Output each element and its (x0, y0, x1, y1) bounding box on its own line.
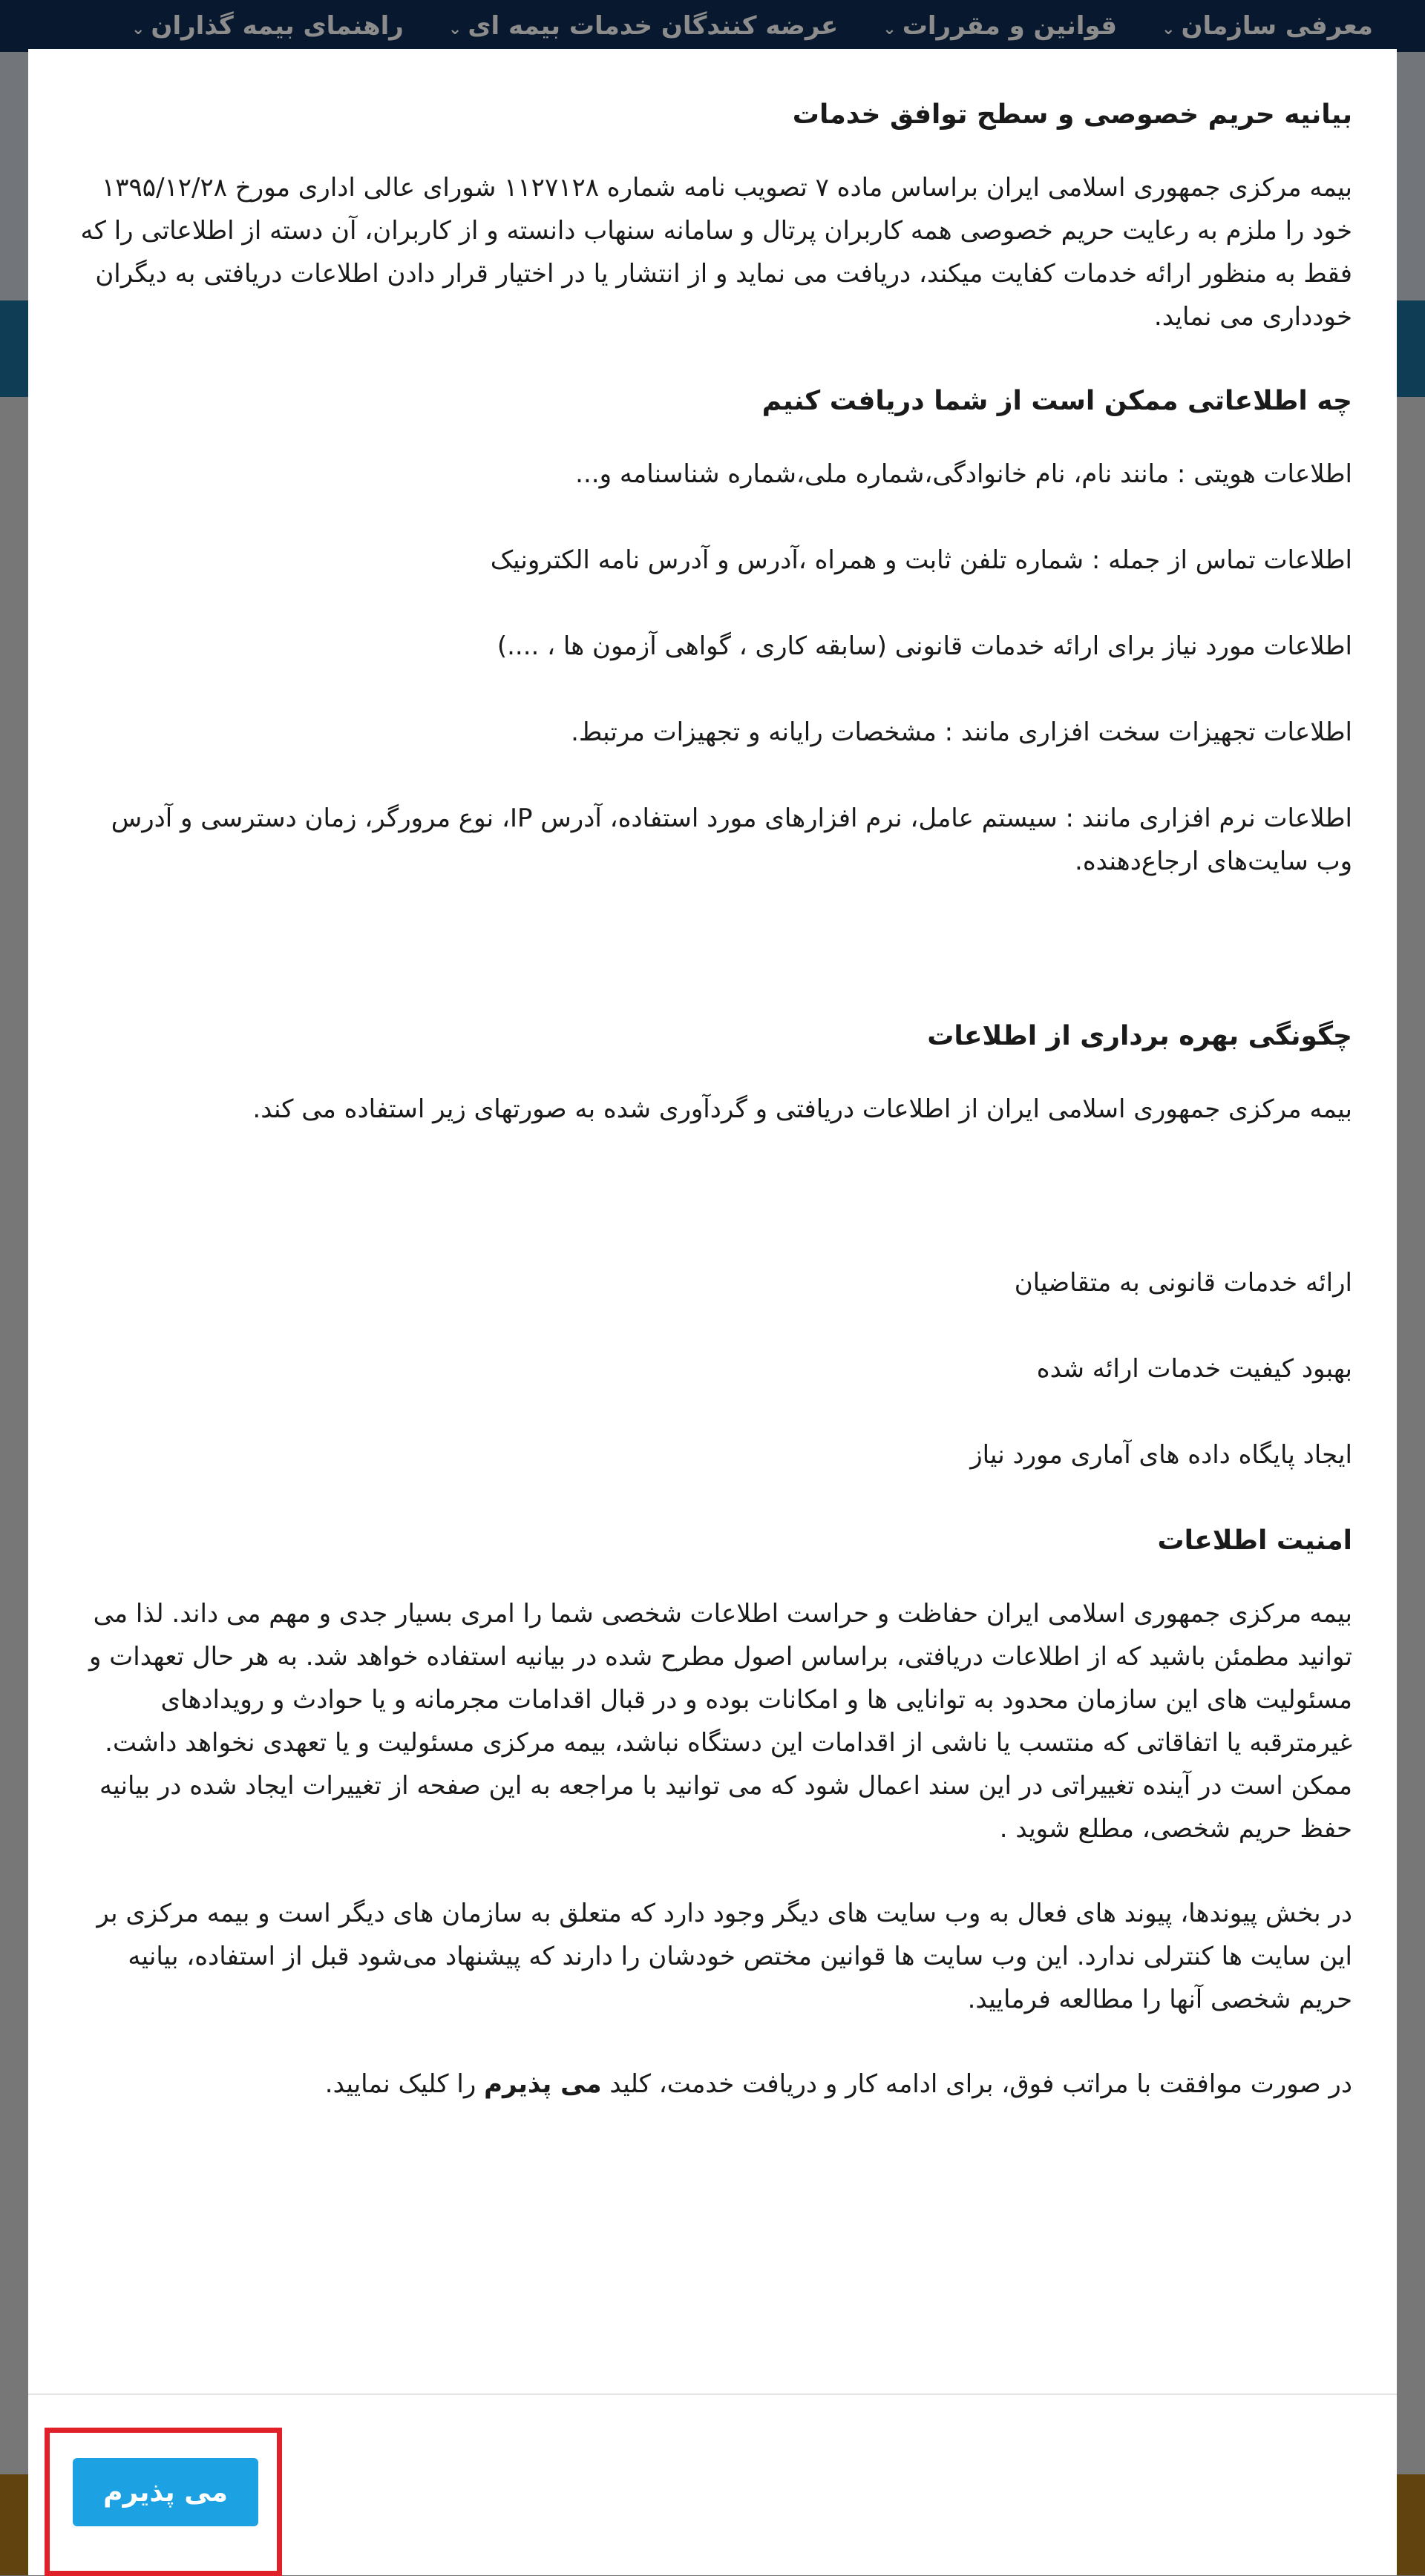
nav-item-policyholder-guide[interactable]: راهنمای بیمه گذاران⌄ (131, 11, 404, 41)
modal-title: بیانیه حریم خصوصی و سطح توافق خدمات (792, 99, 1352, 130)
list-item: اطلاعات تجهیزات سخت افزاری مانند : مشخصات رایانه و تجهیزات مرتبط. (571, 717, 1352, 747)
nav-item-providers[interactable]: عرضه کنندگان خدمات بیمه ای⌄ (448, 11, 839, 41)
links-paragraph: در بخش پیوندها، پیوند های فعال به وب سایت های دیگر وجود دارد که متعلق به سازمان های دیگر است و بیمه مرکزی بر این سایت ها کنترلی ندارد. این وب سایت ها قوانین مختص خودشان را دارند که پیشنهاد می‌شود قبل از استفاده، بیانیه حریم شخصی آنها را مطالعه فرمایید. (96, 1899, 1352, 2014)
nav-item-about[interactable]: معرفی سازمان⌄ (1162, 11, 1373, 41)
list-item: ایجاد پایگاه داده های آماری مورد نیاز (970, 1440, 1352, 1470)
usage-paragraph: بیمه مرکزی جمهوری اسلامی ایران از اطلاعات دریافتی و گردآوری شده به صورتهای زیر استفاده می کند. (252, 1094, 1352, 1124)
consent-paragraph: در صورت موافقت با مراتب فوق، برای ادامه کار و دریافت خدمت، کلید می پذیرم را کلیک نمایید. (324, 2069, 1352, 2099)
list-item: اطلاعات مورد نیاز برای ارائه خدمات قانونی (سابقه کاری ، گواهی آزمون ها ، ....) (497, 631, 1352, 661)
list-item: اطلاعات نرم افزاری مانند : سیستم عامل، نرم افزارهای مورد استفاده، آدرس IP، نوع مرورگر، زمان دسترسی و آدرس وب سایت‌های ارجاع‌دهنده. (111, 804, 1352, 876)
spacer (73, 1172, 1352, 1261)
accept-button[interactable]: می پذیرم (73, 2458, 258, 2526)
spacer (73, 926, 1352, 1015)
security-paragraph: بیمه مرکزی جمهوری اسلامی ایران حفاظت و حراست اطلاعات شخصی شما را امری بسیار جدی و مهم می داند. لذا می توانید مطمئن باشید که از اطلاعات دریافتی، براساس اصول مطرح شده در بیانیه استفاده خواهد شد. به هر حال تعهدات و مسئولیت های این سازمان محدود به توانایی ها و امکانات بوده و در قبال اقدامات مجرمانه و یا حوادث و رویدادهای غیرمترقبه یا اتفاقاتی که منتسب یا ناشی از اقدامات این دستگاه نباشد، بیمه مرکزی مسئولیت و یا تعهدی نخواهد داشت. ممکن است در آینده تغییراتی در این سند اعمال شود که می توانید با مراجعه به این صفحه از تغییرات ایجاد شده در بیانیه حفظ حریم شخصی، مطلع شوید . (89, 1599, 1352, 1844)
list-item: اطلاعات تماس از جمله : شماره تلفن ثابت و همراه ،آدرس و آدرس نامه الکترونیک (490, 545, 1352, 575)
modal-body[interactable] (28, 49, 1397, 2390)
section-title-collected-info: چه اطلاعاتی ممکن است از شما دریافت کنیم (761, 386, 1352, 416)
section-title-usage: چگونگی بهره برداری از اطلاعات (927, 1021, 1352, 1051)
chevron-down-icon: ⌄ (131, 20, 145, 39)
privacy-modal (28, 49, 1397, 2575)
intro-paragraph: بیمه مرکزی جمهوری اسلامی ایران براساس ماده ۷ تصویب نامه شماره ۱۱۲۷۱۲۸ شورای عالی اداری مورخ ۱۳۹۵/۱۲/۲۸ خود را ملزم به رعایت حریم خصوصی همه کاربران پرتال و سامانه سنهاب دانسته و از کاربران، آن دسته از اطلاعاتی را که فقط به منظور ارائه خدمات کفایت میکند، دریافت می نماید و از انتشار یا در اختیار قرار دادن اطلاعات دریافتی به دیگران خودداری می نماید. (80, 173, 1352, 332)
list-item: اطلاعات هویتی : مانند نام، نام خانوادگی،شماره ملی،شماره شناسنامه و... (575, 459, 1352, 489)
modal-footer (28, 2393, 1397, 2575)
nav-item-laws[interactable]: قوانین و مقررات⌄ (882, 11, 1118, 41)
list-item: بهبود کیفیت خدمات ارائه شده (1036, 1354, 1352, 1384)
section-title-security: امنیت اطلاعات (1157, 1525, 1352, 1556)
chevron-down-icon: ⌄ (448, 20, 462, 39)
chevron-down-icon: ⌄ (1162, 20, 1176, 39)
list-item: ارائه خدمات قانونی به متقاضیان (1014, 1268, 1352, 1298)
chevron-down-icon: ⌄ (882, 20, 897, 39)
consent-key-label: می پذیرم (484, 2069, 602, 2099)
